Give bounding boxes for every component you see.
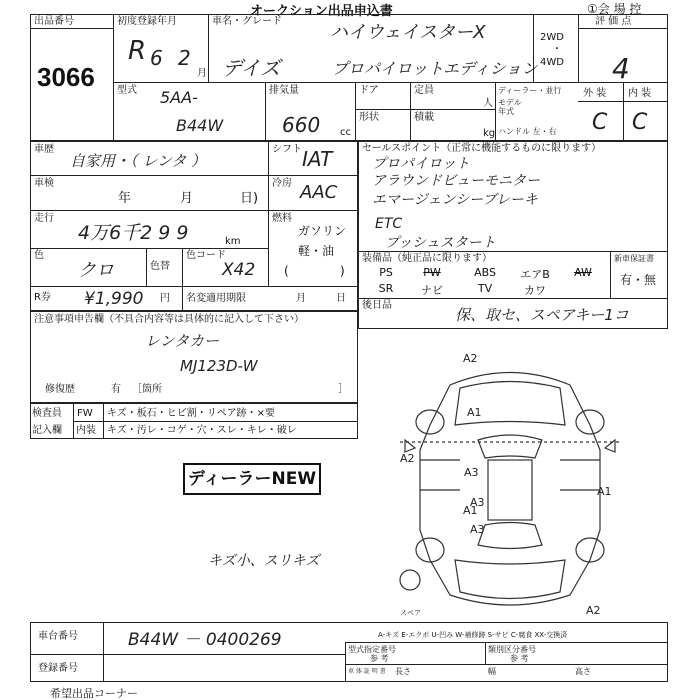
chassis-number: B44W － 0400269: [128, 630, 282, 650]
footer-corner: 希望出品コーナー: [50, 687, 138, 700]
notes-line2: MJ123D-W: [180, 357, 258, 375]
ext-grade: C: [592, 110, 608, 135]
selling-point-1: プロパイロット: [372, 156, 470, 172]
damage-mark-8: A3: [470, 523, 485, 536]
ext-label: 外 装: [583, 88, 607, 99]
car-name: デイズ: [222, 56, 281, 80]
inspector-fw: FW: [77, 408, 93, 419]
drive-2wd: 2WD: [540, 32, 564, 43]
displacement-value: 660: [282, 113, 321, 137]
class-number-ref: 参 考: [510, 654, 529, 663]
class-number-label: 類別区分番号: [488, 645, 536, 654]
equipment-label: 装備品（純正品に限ります）: [362, 253, 492, 264]
selling-point-3: エマージェンシーブレーキ: [372, 192, 538, 208]
width-label: 幅: [488, 667, 496, 676]
rating-score: 4: [612, 52, 630, 85]
car-edition: プロパイロットエディション: [332, 59, 538, 78]
color-code-label: 色コード: [186, 250, 226, 261]
model-label-b: モデル: [498, 98, 522, 107]
repair-place: ［箇所: [132, 384, 162, 395]
selling-point-5: プッシュスタート: [385, 235, 496, 251]
later-items-label: 後日品: [362, 300, 392, 311]
color-code: X42: [222, 260, 256, 280]
selling-point-2: アラウンドビューモニター: [372, 173, 540, 189]
equip-leather: カワ: [524, 284, 546, 297]
repair-history-label: 修復歴: [45, 384, 75, 395]
first-reg-label: 初度登録年月: [117, 16, 177, 27]
registration-label: 登録番号: [38, 663, 78, 674]
rating-label: 評 価 点: [595, 16, 632, 27]
load-unit: kg: [483, 128, 496, 139]
selling-point-4: ETC: [375, 216, 403, 232]
notes-line1: レンタカー: [145, 332, 220, 350]
equip-ps: PS: [379, 266, 393, 279]
first-reg-month-unit: 月: [197, 68, 207, 79]
int-grade: C: [632, 110, 648, 135]
shift-value: IAT: [302, 147, 333, 171]
name-change-label: 名変適用期限: [186, 293, 246, 304]
chassis-label: 車台番号: [38, 631, 78, 642]
name-change-month: 月: [296, 293, 306, 304]
color-label: 色: [34, 250, 44, 261]
car-diagram: [360, 330, 660, 630]
inspection-day: 日): [240, 191, 259, 206]
damage-mark-4: A3: [464, 466, 479, 479]
notes-label: 注意事項申告欄（不具合内容等は具体的に記入して下さい）: [34, 314, 304, 325]
handwritten-note: キズ小、スリキズ: [208, 553, 320, 569]
damage-mark-3: A2: [400, 452, 415, 465]
first-reg-era: R: [128, 36, 147, 66]
header-title: オークション出品申込書: [250, 4, 393, 19]
capacity-label: 定員: [414, 85, 434, 96]
fuel-light: 軽・油: [298, 244, 335, 258]
drive-sep: ・: [552, 44, 562, 55]
ac-label: 冷房: [272, 178, 292, 189]
color-value: クロ: [78, 260, 114, 281]
drive-4wd: 4WD: [540, 57, 564, 68]
selling-points-label: セールスポイント（正常に機能するものに限ります）: [362, 143, 602, 154]
car-name-label: 車名・グレード: [212, 16, 282, 27]
fuel-paren-r: ): [340, 264, 345, 278]
dealer-new-stamp: ディーラーNEW: [183, 463, 321, 495]
equip-sr: SR: [378, 282, 394, 295]
model-year-label: 年式: [498, 107, 514, 116]
mileage-label: 走行: [34, 213, 54, 224]
recycle-unit: 円: [160, 293, 170, 304]
mileage-value: 4万6千2 9 9: [78, 222, 189, 244]
equip-aw: AW: [574, 266, 592, 279]
model-prefix: 5AA-: [160, 88, 198, 107]
equip-tv: TV: [477, 282, 493, 295]
int-label: 内 装: [628, 88, 652, 99]
dealer-import-label: ディーラー・並行: [498, 86, 562, 95]
inspector-row1: キズ・板石・ヒビ割・リペア跡・×要: [107, 408, 275, 419]
length-label: 長さ: [395, 667, 411, 676]
displacement-unit: cc: [340, 127, 351, 138]
lot-number: 3066: [37, 62, 95, 92]
equip-navi: ナビ: [421, 284, 443, 297]
damage-mark-6: A3: [470, 496, 485, 509]
load-label: 積載: [414, 112, 434, 123]
equip-abs: ABS: [474, 266, 496, 279]
height-label: 高さ: [575, 667, 591, 676]
damage-mark-2: A1: [467, 406, 482, 419]
name-change-day: 日: [336, 293, 346, 304]
inspection-month: 月: [180, 191, 194, 206]
inspection-year: 年: [118, 191, 132, 206]
fuel-paren-l: (: [284, 264, 289, 278]
damage-mark-1: A2: [463, 352, 478, 365]
shape-label: 形状: [359, 112, 379, 123]
damage-mark-7: A1: [463, 504, 478, 517]
car-grade: ハイウェイスターX: [330, 22, 486, 43]
model-code: B44W: [176, 116, 224, 135]
usage-value: 自家用・（ レンタ ）: [70, 152, 207, 170]
later-items-value: 保、取セ、スペアキー1コ: [455, 306, 629, 324]
displacement-label: 排気量: [269, 85, 299, 96]
repair-history-value: 有: [111, 384, 121, 395]
usage-label: 車歴: [34, 144, 54, 155]
fuel-gas: ガソリン: [298, 224, 347, 238]
type-designation-label: 型式指定番号: [348, 645, 396, 654]
warranty-label: 新車保証書: [614, 254, 654, 263]
fuel-label: 燃料: [272, 213, 292, 224]
damage-mark-5: A1: [597, 485, 612, 498]
venue-copy: ①会 場 控: [587, 2, 642, 16]
color-change-label: 色替: [150, 261, 170, 272]
warranty-value: 有・無: [620, 273, 657, 287]
handle-label: ハンドル 左・右: [498, 127, 557, 136]
equip-airbag: エアB: [520, 268, 550, 281]
shift-label: シフト: [272, 144, 302, 155]
lot-label: 出品番号: [34, 16, 74, 27]
damage-mark-9: A2: [586, 604, 601, 617]
ac-value: AAC: [300, 182, 338, 203]
repair-place-end: ］: [338, 384, 348, 395]
equip-pw: PW: [423, 266, 441, 279]
body-cert-label: 車 体 証 明 書: [348, 668, 386, 675]
type-designation-ref: 参 考: [370, 654, 389, 663]
inspector-row2: キズ・汚レ・コゲ・穴・スレ・キレ・破レ: [107, 425, 297, 436]
door-label: ドア: [359, 85, 379, 96]
first-reg-month: 2: [178, 46, 191, 70]
inspector-inner: 内装: [76, 425, 96, 436]
damage-legend: A-キズ E-エクボ U-凹み W-補修跡 S-サビ C-腐食 XX-交換済: [378, 631, 568, 639]
spare-label: スペア: [400, 609, 421, 617]
first-reg-year: 6: [150, 46, 163, 70]
inspector-label-2: 記入欄: [32, 425, 62, 436]
recycle-label: R券: [34, 292, 51, 303]
model-label: 型式: [117, 85, 137, 96]
capacity-unit: 人: [483, 98, 493, 109]
mileage-unit: km: [225, 236, 241, 247]
inspection-label: 車検: [34, 178, 54, 189]
inspector-label-1: 検査員: [32, 408, 62, 419]
recycle-value: ¥1,990: [84, 289, 144, 309]
